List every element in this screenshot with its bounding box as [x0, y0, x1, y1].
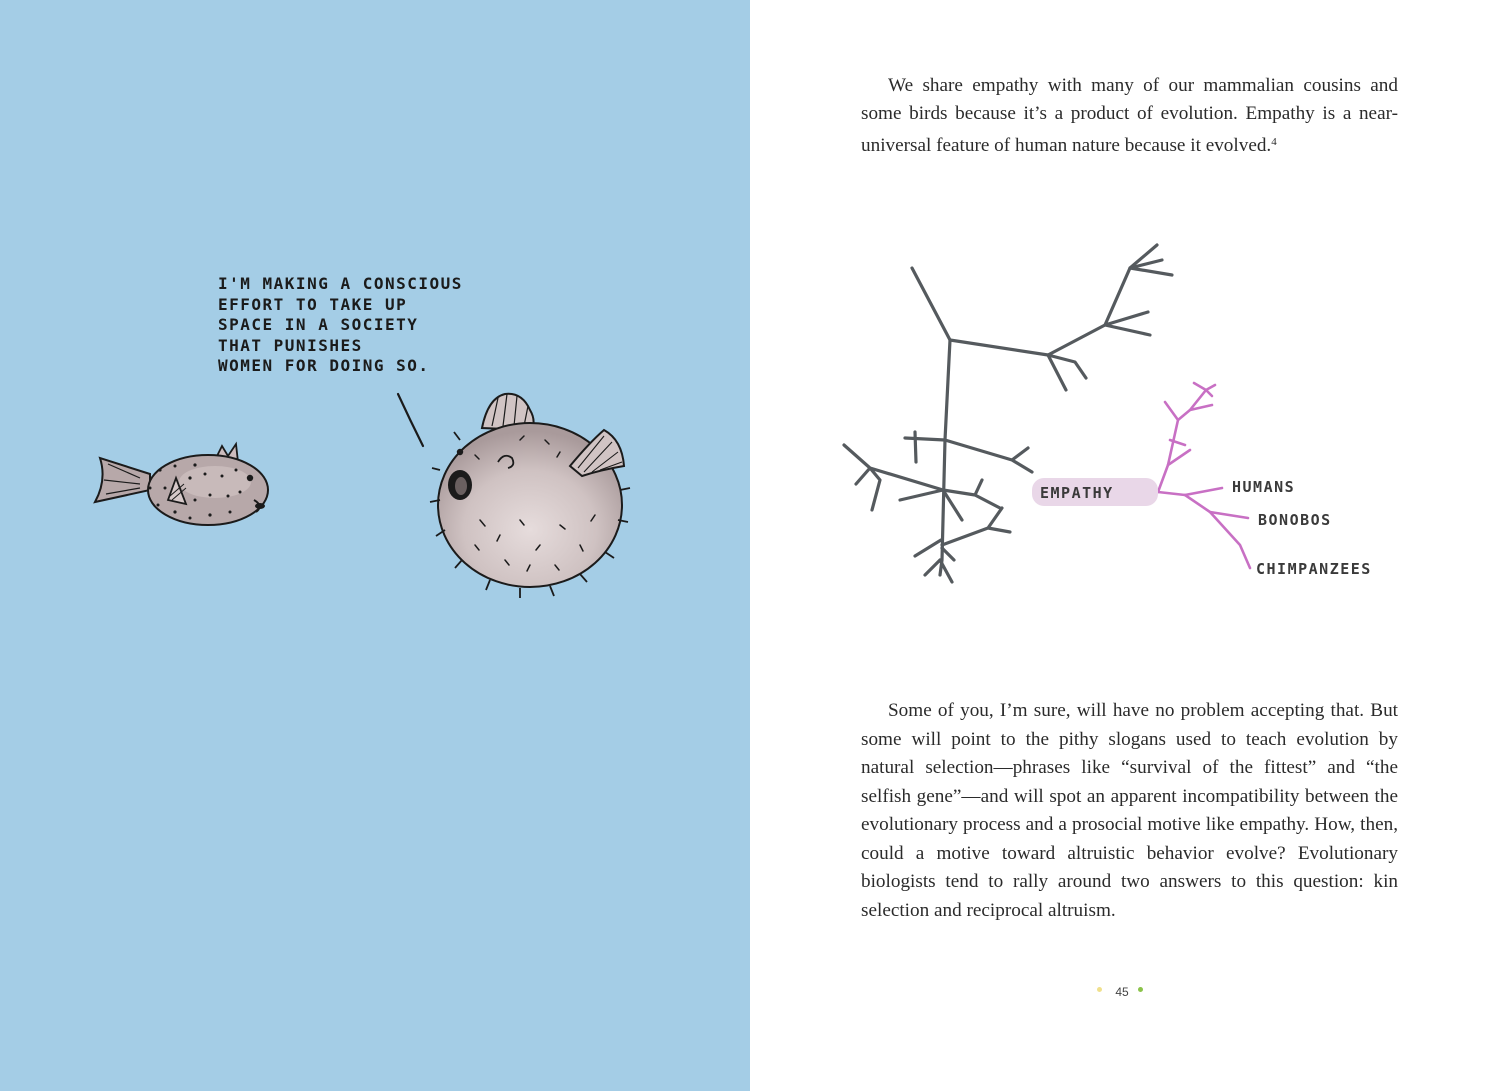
species-label-humans: HUMANS — [1232, 478, 1296, 496]
tree-gray-branches — [844, 245, 1172, 582]
species-label-chimpanzees: CHIMPANZEES — [1256, 560, 1372, 578]
paragraph-2: Some of you, I’m sure, will have no problem accepting that. But some will point to the pithy slogans used to teach evolution by natural selection—phrases like “survival of the fittest” and “the selfish gene”—and will spot an apparent incompatibility between the evolutionary process and a prosocial motive like empathy. How, then, could a motive toward altruistic behavior evolve? Evolutionary biologists tend to rally around two answers to this question: kin selection and reciprocal altruism. — [861, 700, 1398, 921]
footnote-marker: 4 — [1271, 136, 1277, 148]
page-number: 45 — [1115, 985, 1129, 999]
species-label-bonobos: BONOBOS — [1258, 511, 1332, 529]
page-number-dot-right — [1138, 987, 1143, 992]
tree-empathy-branch — [1158, 383, 1250, 568]
speech-bubble-text: I'M MAKING A CONSCIOUS EFFORT TO TAKE UP SPACE IN A SOCIETY THAT PUNISHES WOMEN FOR DOING SO. — [218, 274, 463, 375]
paragraph-1-text: We share empathy with many of our mammalian cousins and some birds because it’s a product of evolution. Empathy is a near-universal feature of human nature because it evolved. — [861, 75, 1398, 156]
empathy-label: EMPATHY — [1040, 484, 1114, 502]
